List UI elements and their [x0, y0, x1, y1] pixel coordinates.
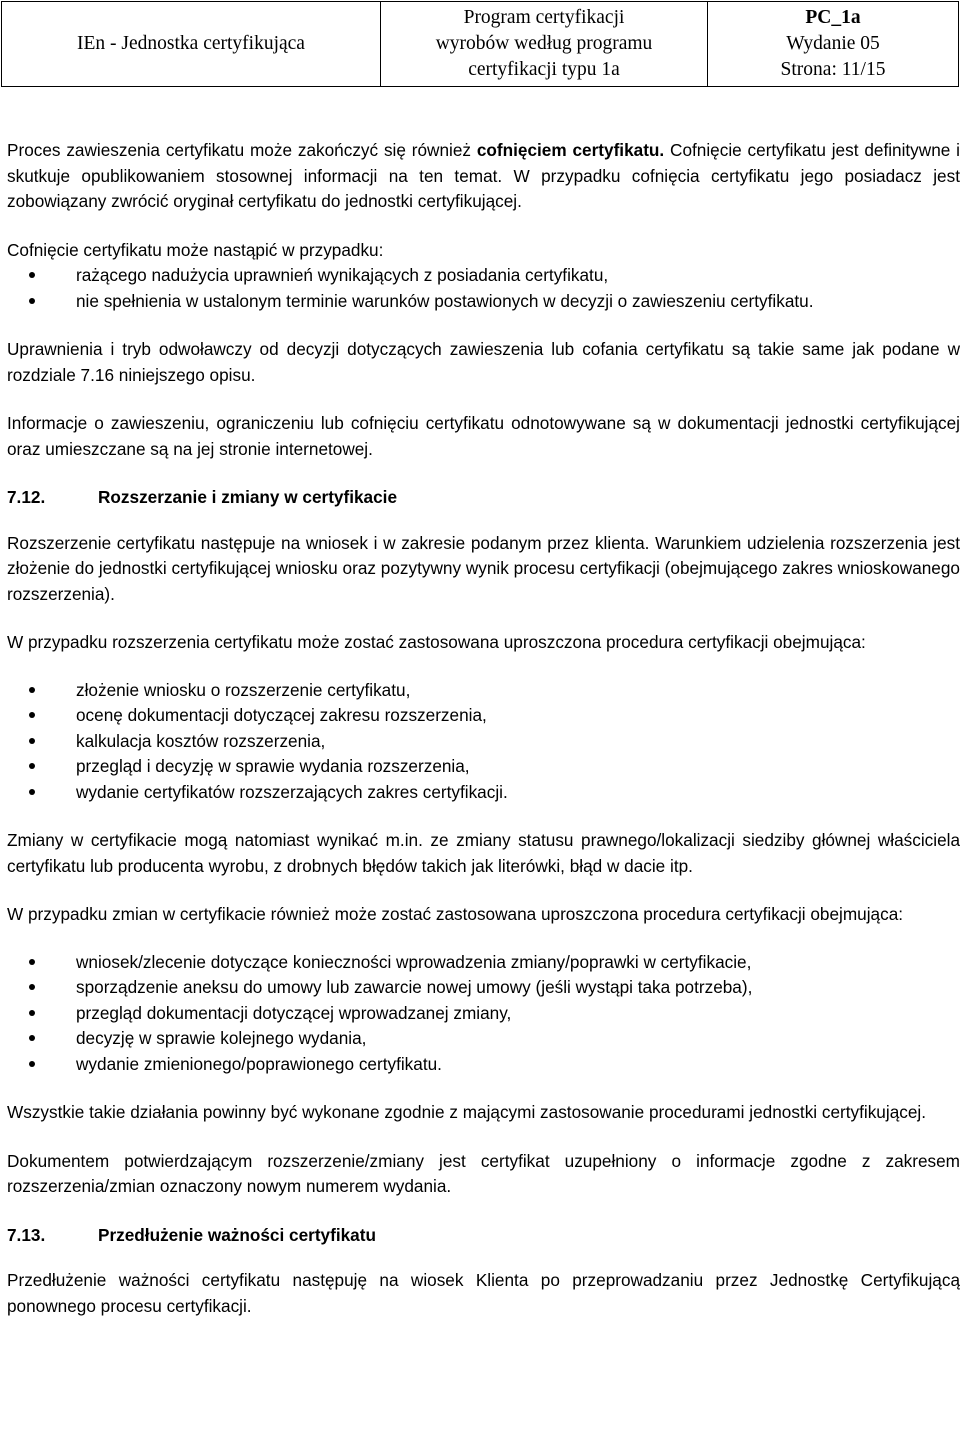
- paragraph-withdrawal-cases: Cofnięcie certyfikatu może nastąpić w przypadku:: [7, 239, 384, 260]
- paragraph-appeal: Uprawnienia i tryb odwoławczy od decyzji dotyczących zawieszenia lub cofania certyfikatu są takie same jak podane w rozdziale 7.16 niniejszego opisu.: [7, 339, 960, 385]
- paragraph-text: Cofnięcie certyfikatu jest definitywne i skutkuje opublikowaniem stosownej informacji na ten temat. W przypadku cofnięcia certyfikatu jego posiadacz jest zobowiązany zwrócić oryginał certyfikatu do jednostki certyfikującej.: [7, 140, 960, 211]
- bullet-icon: [29, 687, 35, 693]
- section-number: 7.12.: [7, 487, 46, 507]
- header-code: PC_1a: [805, 7, 861, 28]
- bullet-icon: [29, 984, 35, 990]
- header-program-line: certyfikacji typu 1a: [468, 59, 620, 80]
- list-item: decyzję w sprawie kolejnego wydania,: [7, 1026, 960, 1052]
- bullet-icon: [29, 1061, 35, 1067]
- list-item: ocenę dokumentacji dotyczącej zakresu rozszerzenia,: [7, 703, 960, 729]
- document-body: [7, 138, 960, 1342]
- bullet-icon: [29, 712, 35, 718]
- header-program: [381, 2, 708, 87]
- paragraph-withdrawal: [7, 138, 960, 215]
- bullet-icon: [29, 738, 35, 744]
- paragraph-renewal: Przedłużenie ważności certyfikatu następuję na wiosek Klienta po przeprowadzaniu przez Jednostkę Certyfikującą ponownego procesu certyfikacji.: [7, 1270, 960, 1316]
- section-title: Przedłużenie ważności certyfikatu: [98, 1224, 376, 1245]
- list-item: złożenie wniosku o rozszerzenie certyfikatu,: [7, 678, 960, 704]
- header-program-line: wyrobów według programu: [435, 33, 653, 54]
- bullet-icon: [29, 763, 35, 769]
- section-heading-7-12: [7, 485, 960, 511]
- paragraph-changes: Zmiany w certyfikacie mogą natomiast wynikać m.in. ze zmiany statusu prawnego/lokalizacji siedziby głównej właściciela certyfikatu lub producenta wyrobu, z drobnych błędów takich jak literówki, błąd w dacie itp.: [7, 830, 960, 876]
- paragraph-changes-procedure: W przypadku zmian w certyfikacie również może zostać zastosowana uproszczona procedura certyfikacji obejmująca:: [7, 904, 904, 924]
- bullet-list-withdrawal: [7, 263, 960, 314]
- bullet-icon: [29, 272, 35, 278]
- list-item: rażącego nadużycia uprawnień wynikających z posiadania certyfikatu,: [7, 263, 960, 289]
- document-header: [1, 1, 959, 87]
- section-number: 7.13.: [7, 1224, 46, 1245]
- bullet-icon: [29, 1035, 35, 1041]
- list-item: przegląd dokumentacji dotyczącej wprowadzanej zmiany,: [7, 1001, 960, 1027]
- section-title: Rozszerzanie i zmiany w certyfikacie: [98, 487, 398, 507]
- bullet-icon: [29, 298, 35, 304]
- bullet-list-extension: [7, 678, 960, 806]
- header-unit: IEn - Jednostka certyfikująca: [2, 2, 381, 87]
- list-item: nie spełnienia w ustalonym terminie warunków postawionych w decyzji o zawieszeniu certyfikatu.: [7, 289, 960, 315]
- header-program-line: Program certyfikacji: [463, 7, 625, 28]
- paragraph-extension: Rozszerzenie certyfikatu następuje na wniosek i w zakresie podanym przez klienta. Warunkiem udzielenia rozszerzenia jest złożenie do jednostki certyfikującej wniosku oraz pozytywny wynik procesu certyfikacji (obejmującego zakres wnioskowanego rozszerzenia).: [7, 532, 960, 604]
- bullet-list-changes: [7, 950, 960, 1078]
- list-item: wniosek/zlecenie dotyczące konieczności wprowadzenia zmiany/poprawki w certyfikacie,: [7, 950, 960, 976]
- bullet-icon: [29, 959, 35, 965]
- list-item: wydanie zmienionego/poprawionego certyfikatu.: [7, 1052, 960, 1078]
- list-item: przegląd i decyzję w sprawie wydania rozszerzenia,: [7, 754, 960, 780]
- header-meta: [708, 2, 959, 87]
- paragraph-records: Informacje o zawieszeniu, ograniczeniu lub cofnięciu certyfikatu odnotowywane są w dokumentacji jednostki certyfikującej oraz umieszczane są na jej stronie internetowej.: [7, 413, 960, 459]
- paragraph-extension-procedure: W przypadku rozszerzenia certyfikatu może zostać zastosowana uproszczona procedura certyfikacji obejmująca:: [7, 632, 866, 652]
- bold-phrase: cofnięciem certyfikatu.: [476, 140, 665, 160]
- list-item: kalkulacja kosztów rozszerzenia,: [7, 729, 960, 755]
- paragraph-text: Proces zawieszenia certyfikatu może zakończyć się również: [7, 140, 477, 160]
- bullet-icon: [29, 1010, 35, 1016]
- section-heading-7-13: [7, 1223, 960, 1249]
- header-edition: Wydanie 05: [786, 33, 880, 54]
- header-page: Strona: 11/15: [780, 59, 886, 80]
- paragraph-procedures: Wszystkie takie działania powinny być wykonane zgodnie z mającymi zastosowanie procedurami jednostki certyfikującej.: [7, 1102, 926, 1122]
- list-item: sporządzenie aneksu do umowy lub zawarcie nowej umowy (jeśli wystąpi taka potrzeba),: [7, 975, 960, 1001]
- bullet-icon: [29, 789, 35, 795]
- list-item: wydanie certyfikatów rozszerzających zakres certyfikacji.: [7, 780, 960, 806]
- paragraph-confirmation: Dokumentem potwierdzającym rozszerzenie/zmiany jest certyfikat uzupełniony o informacje zgodne z zakresem rozszerzenia/zmian oznaczony nowym numerem wydania.: [7, 1150, 960, 1196]
